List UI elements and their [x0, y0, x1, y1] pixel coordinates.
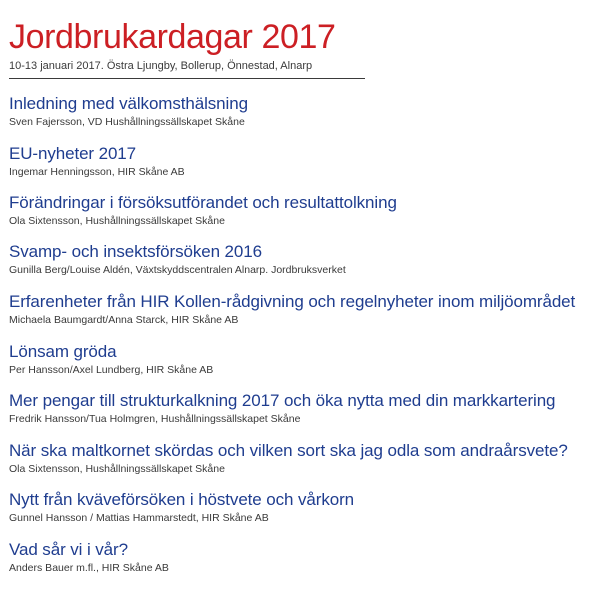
program-item — [9, 93, 597, 129]
program-item-speaker: Sven Fajersson, VD Hushållningssällskapet Skåne — [9, 116, 245, 128]
page-title: Jordbrukardagar 2017 — [9, 18, 336, 56]
program-item-speaker: Gunnel Hansson / Mattias Hammarstedt, HIR Skåne AB — [9, 512, 269, 524]
program-item-title: Nytt från kväveförsöken i höstvete och vårkorn — [9, 490, 355, 509]
program-item-title: Vad sår vi i vår? — [9, 540, 128, 559]
header-divider — [9, 78, 365, 79]
program-item-speaker: Gunilla Berg/Louise Aldén, Växtskyddscentralen Alnarp. Jordbruksverket — [9, 264, 346, 276]
program-item — [9, 241, 597, 277]
program-item — [9, 390, 597, 426]
program-item — [9, 539, 597, 575]
program-item-title: Svamp- och insektsförsöken 2016 — [9, 242, 262, 261]
program-item-title: Mer pengar till strukturkalkning 2017 och öka nytta med din markkartering — [9, 391, 556, 410]
program-item-speaker: Per Hansson/Axel Lundberg, HIR Skåne AB — [9, 364, 214, 376]
program-item-title: När ska maltkornet skördas och vilken sort ska jag odla som andraårsvete? — [9, 441, 568, 460]
program-item — [9, 143, 597, 179]
program-item-speaker: Fredrik Hansson/Tua Holmgren, Hushållningssällskapet Skåne — [9, 413, 301, 425]
program-item-title: EU-nyheter 2017 — [9, 144, 137, 163]
program-item — [9, 192, 597, 228]
program-item-title: Lönsam gröda — [9, 342, 117, 361]
program-item — [9, 341, 597, 377]
program-item — [9, 291, 597, 327]
program-item-speaker: Ingemar Henningsson, HIR Skåne AB — [9, 166, 185, 178]
program-item — [9, 440, 597, 476]
event-dates-locations: 10-13 januari 2017. Östra Ljungby, Bollerup, Önnestad, Alnarp — [9, 60, 313, 72]
program-item-title: Erfarenheter från HIR Kollen-rådgivning och regelnyheter inom miljöområdet — [9, 292, 576, 311]
program-item-title: Inledning med välkomsthälsning — [9, 94, 248, 113]
program-item-speaker: Anders Bauer m.fl., HIR Skåne AB — [9, 562, 169, 574]
program-item-speaker: Michaela Baumgardt/Anna Starck, HIR Skåne AB — [9, 314, 239, 326]
program-item-speaker: Ola Sixtensson, Hushållningssällskapet Skåne — [9, 463, 225, 475]
program-item-speaker: Ola Sixtensson, Hushållningssällskapet Skåne — [9, 215, 225, 227]
program-item-title: Förändringar i försöksutförandet och resultattolkning — [9, 193, 397, 212]
program-item — [9, 489, 597, 525]
